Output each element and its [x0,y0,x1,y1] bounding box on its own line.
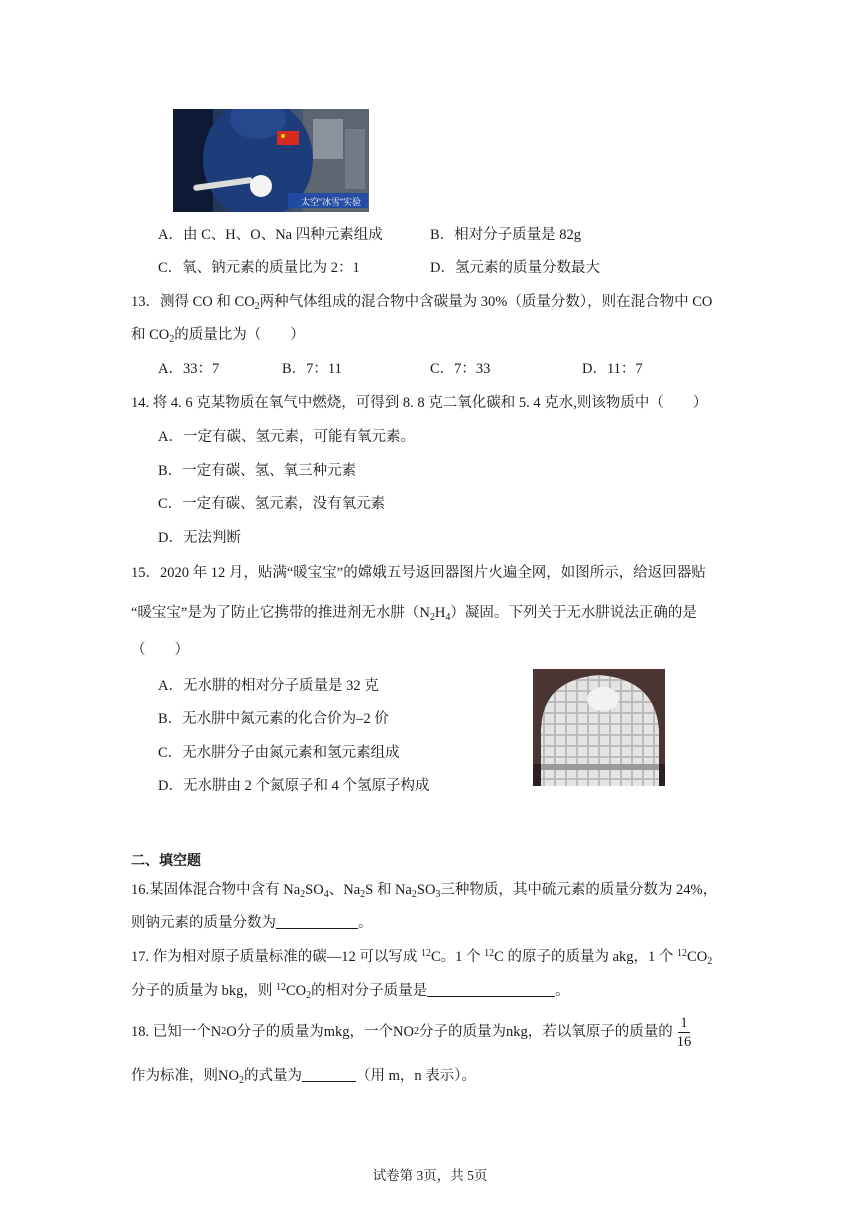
q15-option-c: C．无水肼分子由氮元素和氢元素组成 [158,745,400,761]
fraction-one-sixteenth: $\frac{1}{16}$ [676,1014,692,1050]
q13-option-b: B．7：11 [282,361,342,377]
q18-stem-line1: 18. 已知一个 N 2 O 分子的质量为 mkg ，一个 NO 2 分子的质量为 nkg ，若以氧原子的质量的 $\frac{1}{16}$ [131,1014,692,1050]
q12-option-a: A．由 C、H、O、Na 四种元素组成 [158,227,383,243]
q13-option-c: C．7：33 [430,361,491,377]
q12-option-b: B．相对分子质量是 82g [430,227,582,243]
q16-stem-line2: 则钠元素的质量分数为 。 [131,915,373,931]
q17-answer-blank[interactable] [427,982,555,997]
q13-option-d: D．11：7 [582,361,643,377]
q15-option-b: B．无水肼中氮元素的化合价为–2 价 [158,711,389,727]
q14-stem: 14. 将 4. 6 克某物质在氧气中燃烧，可得到 8. 8 克二氧化碳和 5. 4 克水,则该物质中（ ） [131,395,708,411]
space-experiment-photo [173,109,369,212]
q14-option-b: B．一定有碳、氢、氧三种元素 [158,463,357,479]
q15-option-a: A．无水肼的相对分子质量是 32 克 [158,678,379,694]
q14-option-c: C．一定有碳、氢元素，没有氧元素 [158,496,386,512]
q12-option-d: D．氢元素的质量分数最大 [430,260,600,276]
page-footer: 试卷第 3页，共 5页 [372,1168,488,1183]
q15-option-d: D．无水肼由 2 个氮原子和 4 个氢原子构成 [158,778,430,794]
q15-stem-line2: “暖宝宝”是为了防止它携带的推进剂无水肼$(N_2H_4)$凝固。下列关于无水肼说法正确的是 [131,605,697,623]
q15-stem-line3: （ ） [131,642,189,658]
q14-option-a: A．一定有碳、氢元素，可能有氧元素。 [158,429,415,445]
q16-stem-line1: 16.某固体混合物中含有 $Na_2SO_4$、$Na_2S$ 和 $Na_2SO_3$三种物质，其中硫元素的质量分数为 24%， [131,882,718,900]
q12-option-c: C．氧、钠元素的质量比为 2：1 [158,260,360,276]
q15-stem-line1: 15．2020 年 12 月，贴满“暖宝宝”的嫦娥五号返回器图片火遍全网，如图所示，给返回器贴 [131,565,706,581]
q18-stem-line2: 作为标准，则$NO_2$的式量为 （用 m，n 表示）。 [131,1068,476,1086]
q17-stem-line1: 17. 作为相对原子质量标准的碳—12 可以写成 $^{12}$C。1 个 $^{12}$C 的原子的质量为 akg，1 个 $^{12}CO_2$ [131,948,713,967]
q13-option-a: A．33：7 [158,361,220,377]
q18-answer-blank[interactable] [302,1067,356,1082]
q13-stem-line2: 和 $CO_2$的质量比为（ ） [131,327,305,345]
capsule-warmer-photo [533,669,665,786]
q17-stem-line2: 分子的质量为 bkg，则 $^{12}CO_2$的相对分子质量是 。 [131,982,570,1001]
q14-option-d: D．无法判断 [158,530,241,546]
q16-answer-blank[interactable] [276,914,358,929]
photo-caption: 太空“冰雪”实验 [301,197,361,207]
section-title: 二、填空题 [131,852,201,868]
q13-stem-line1: 13．测得 CO 和 $CO_2$两种气体组成的混合物中含碳量为 30%（质量分数），则在混合物中 CO [131,294,713,312]
